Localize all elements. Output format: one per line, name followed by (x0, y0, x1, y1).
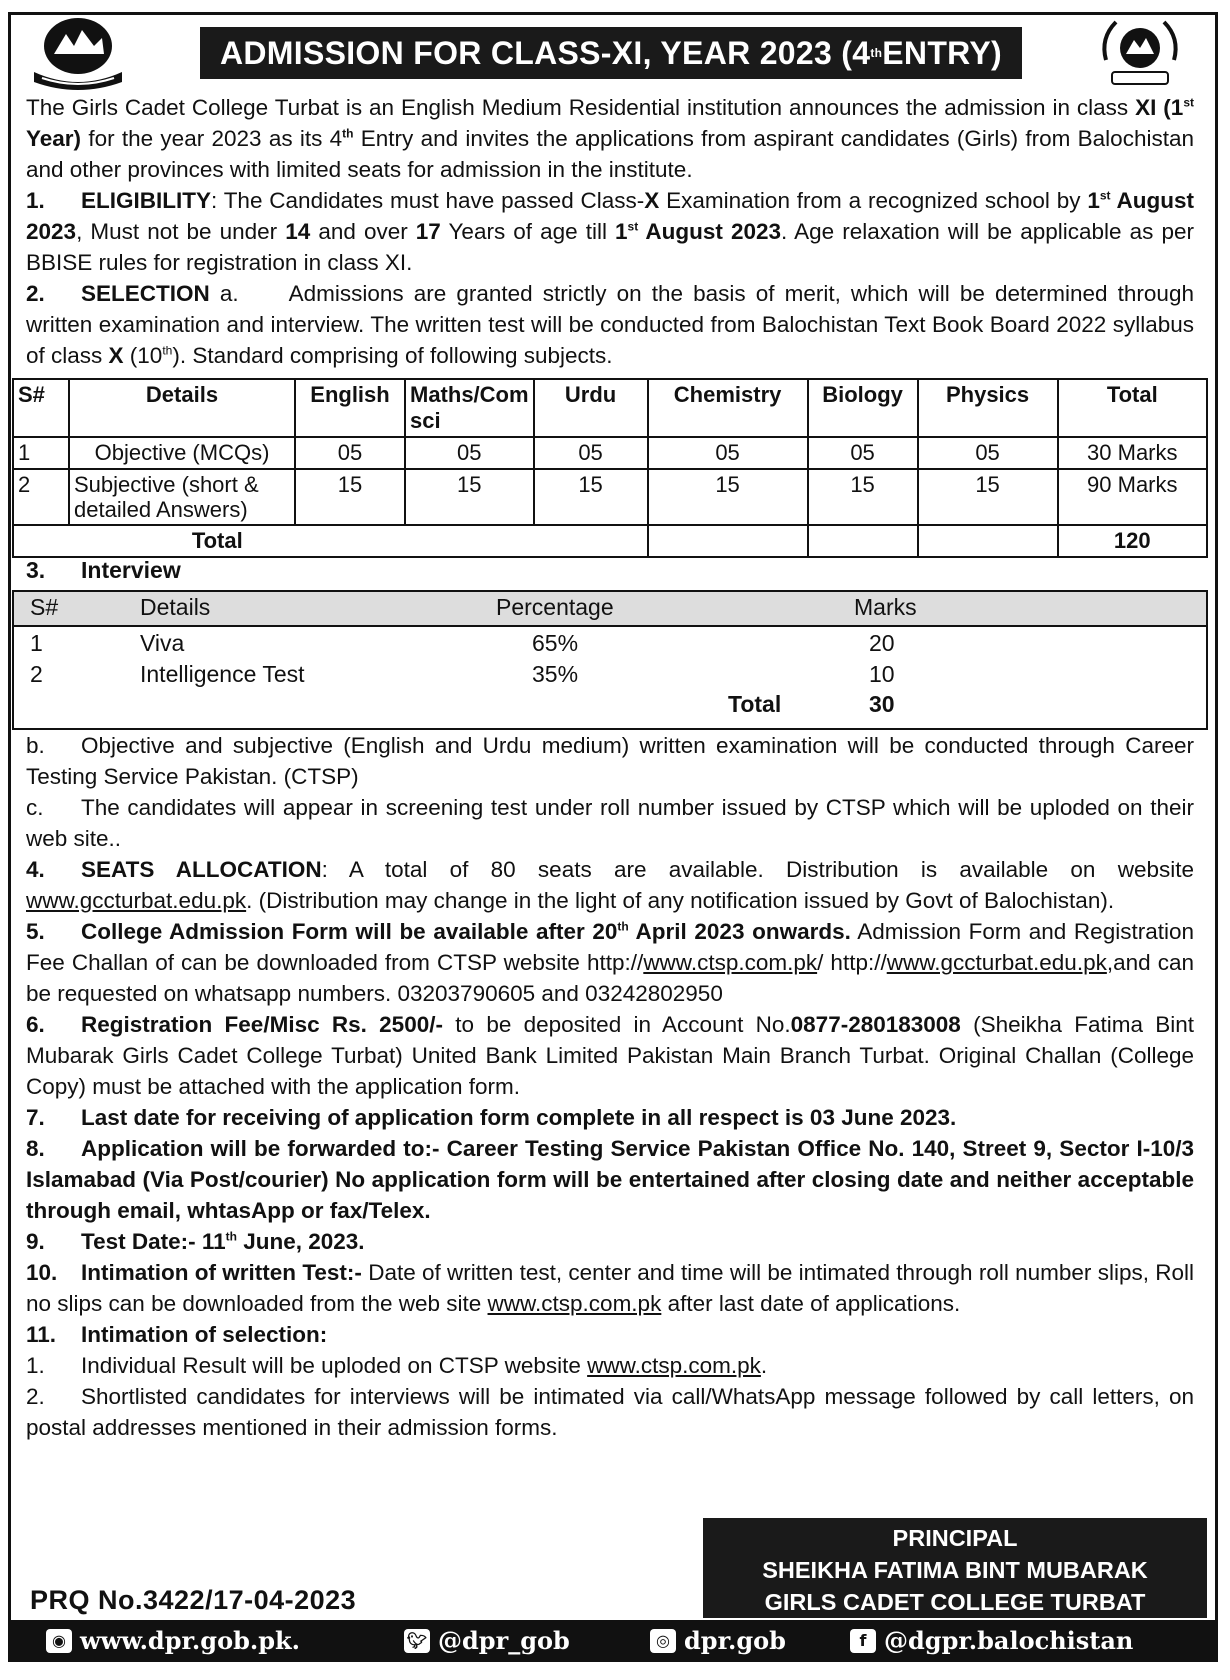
signature-line: GIRLS CADET COLLEGE TURBAT (764, 1589, 1146, 1615)
table-cell: 15 (405, 469, 534, 525)
footer-bar (10, 1620, 1216, 1660)
instagram-icon: ◎ (650, 1629, 676, 1653)
table-cell: 15 (534, 469, 648, 525)
intimation-selection-heading: 11. Intimation of selection: (26, 1322, 328, 1347)
forward-paragraph: 8. Application will be forwarded to:- Career Testing Service Pakistan Office No. 140, Street 9, Sector I-10/3 Islamabad (Via Post/courier) No application form will be entertained after closing date and neither acceptable through email, whtasApp or fax/Telex. (26, 1136, 1194, 1223)
eligibility-paragraph: 1. ELIGIBILITY: The Candidates must have passed Class-X Examination from a recognized school by 1st August 2023, Must not be under 14 and over 17 Years of age till 1st August 2023. Age relaxation will be applicable as per BBISE rules for registration in class XI. (26, 188, 1194, 275)
table-header: Percentage (496, 594, 614, 620)
table-cell: 35% (532, 661, 579, 687)
table-header: S# (13, 379, 69, 437)
table-cell: 20 (869, 630, 895, 656)
college-crest-right (1090, 14, 1190, 90)
principal-signature-block (703, 1518, 1207, 1618)
table-cell: 90 Marks (1058, 469, 1207, 525)
signature-line: SHEIKHA FATIMA BINT MUBARAK (762, 1557, 1148, 1583)
ctsp-link[interactable]: www.ctsp.com.pk (587, 1353, 761, 1378)
ctsp-link[interactable]: www.ctsp.com.pk (487, 1291, 662, 1316)
footer-website[interactable]: ◉ www.dpr.gob.pk. (46, 1626, 300, 1655)
prq-number: PRQ No.3422/17-04-2023 (30, 1585, 357, 1615)
table-cell: 15 (295, 469, 405, 525)
table-row (13, 469, 1207, 525)
table-cell: 1 (30, 630, 43, 656)
table-cell: Subjective (short & detailed Answers) (69, 469, 295, 525)
total-label: Total (728, 691, 782, 717)
footer-twitter[interactable]: 🐦︎ @dpr_gob (404, 1626, 570, 1655)
table-cell: 65% (532, 630, 579, 656)
table-cell: 15 (648, 469, 808, 525)
table-cell: 2 (30, 661, 43, 687)
table-cell: 1 (13, 437, 69, 469)
selection-item-1: 1. Individual Result will be uploded on CTSP website www.ctsp.com.pk. (26, 1353, 768, 1378)
table-cell: 15 (808, 469, 918, 525)
college-link[interactable]: www.gccturbat.edu.pk (886, 950, 1107, 975)
table-cell (808, 525, 918, 557)
table-header: Urdu (534, 379, 648, 437)
table-header: Biology (808, 379, 918, 437)
subjects-table (12, 378, 1208, 558)
table-cell (648, 525, 808, 557)
website-link[interactable]: www.gccturbat.edu.pk (26, 888, 247, 913)
facebook-icon: f (850, 1629, 876, 1653)
college-logo-left (28, 16, 128, 92)
table-cell: 05 (405, 437, 534, 469)
last-date-paragraph: 7. Last date for receiving of application form complete in all respect is 03 June 2023. (26, 1105, 957, 1130)
footer-facebook[interactable]: f @dgpr.balochistan (850, 1626, 1133, 1655)
table-cell: 15 (918, 469, 1058, 525)
intro-section (26, 92, 1194, 371)
test-date-paragraph: 9. Test Date:- 11th June, 2023. (26, 1229, 365, 1254)
details-section (26, 730, 1194, 1443)
table-header-row (13, 379, 1207, 437)
table-header: Total (1058, 379, 1207, 437)
table-cell: Viva (140, 630, 185, 656)
item-b: b. Objective and subjective (English and Urdu medium) written examination will be conducted through Career Testing Service Pakistan. (CTSP) (26, 733, 1194, 789)
total-value: 120 (1058, 525, 1207, 557)
intro-paragraph: The Girls Cadet College Turbat is an English Medium Residential institution announces the admission in class XI (1st Year) for the year 2023 as its 4th Entry and invites the applications from aspirant candidates (Girls) from Balochistan and other provinces with limited seats for admission in the institute. (26, 95, 1194, 182)
total-value: 30 (869, 691, 895, 717)
table-cell: 05 (808, 437, 918, 469)
intimation-test-paragraph: 10. Intimation of written Test:- Date of written test, center and time will be intimated through roll number slips, Roll no slips can be downloaded from the web site www.ctsp.com.pk after last date of applications. (26, 1260, 1194, 1316)
interview-table (12, 590, 1208, 730)
footer-instagram[interactable]: ◎ dpr.gob (650, 1626, 786, 1655)
table-header: Chemistry (648, 379, 808, 437)
ctsp-link[interactable]: www.ctsp.com.pk (643, 950, 818, 975)
table-cell: 2 (13, 469, 69, 525)
table-cell: 05 (534, 437, 648, 469)
table-header: Details (69, 379, 295, 437)
globe-icon: ◉ (46, 1629, 72, 1653)
twitter-icon: 🐦︎ (404, 1629, 430, 1653)
table-header: S# (30, 594, 59, 620)
selection-item-2: 2. Shortlisted candidates for interviews will be intimated via call/WhatsApp message followed by call letters, on postal addresses mentioned in their admission forms. (26, 1384, 1194, 1440)
form-paragraph: 5. College Admission Form will be available after 20th April 2023 onwards. Admission Form and Registration Fee Challan of can be downloaded from CTSP website http://www.ctsp.com.pk/ http://www.gccturbat.edu.pk,and can be requested on whatsapp numbers. 03203790605 and 03242802950 (26, 919, 1194, 1006)
table-header: English (295, 379, 405, 437)
table-cell: 05 (918, 437, 1058, 469)
table-cell: 30 Marks (1058, 437, 1207, 469)
table-cell: 05 (295, 437, 405, 469)
table-cell: Intelligence Test (140, 661, 305, 687)
table-total-row (13, 525, 1207, 557)
selection-paragraph: 2. SELECTION a. Admissions are granted strictly on the basis of merit, which will be determined through written examination and interview. The written test will be conducted from Balochistan Text Book Board 2022 syllabus of class X (10th). Standard comprising of following subjects. (26, 281, 1194, 368)
seats-paragraph: 4. SEATS ALLOCATION: A total of 80 seats are available. Distribution is available on website www.gccturbat.edu.pk. (Distribution may change in the light of any notification issued by Govt of Balochistan). (26, 857, 1194, 913)
item-c: c. The candidates will appear in screening test under roll number issued by CTSP which will be uploded on their web site.. (26, 795, 1194, 851)
table-cell (918, 525, 1058, 557)
table-header: Details (140, 594, 211, 620)
interview-heading: 3. Interview (26, 557, 181, 583)
total-label: Total (13, 525, 648, 557)
fee-paragraph: 6. Registration Fee/Misc Rs. 2500/- to be deposited in Account No.0877-280183008 (Sheikha Fatima Bint Mubarak Girls Cadet College Turbat) United Bank Limited Pakistan Main Branch Turbat. Original Challan (College Copy) must be attached with the application form. (26, 1012, 1195, 1099)
table-cell: Objective (MCQs) (69, 437, 295, 469)
table-header: Marks (854, 594, 917, 620)
table-cell: 10 (869, 661, 895, 687)
page-title: ADMISSION FOR CLASS-XI, YEAR 2023 (4 th ENTRY) (200, 27, 1022, 79)
table-header: Maths/Com sci (405, 379, 534, 437)
table-row (13, 437, 1207, 469)
table-cell: 05 (648, 437, 808, 469)
table-header: Physics (918, 379, 1058, 437)
signature-line: PRINCIPAL (892, 1525, 1018, 1551)
